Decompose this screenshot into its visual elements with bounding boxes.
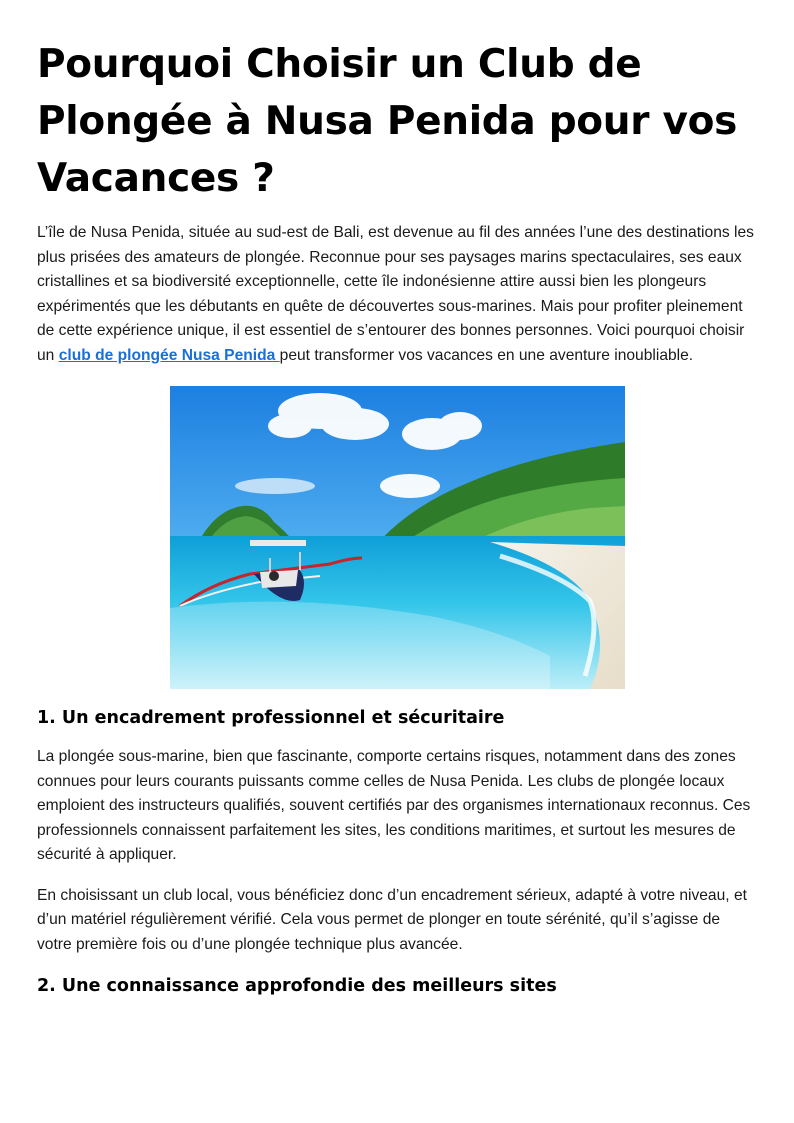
article <box>37 36 755 999</box>
dive-club-link[interactable]: club de plongée Nusa Penida <box>58 346 280 364</box>
beach-boat-photo <box>170 386 625 689</box>
section-1-paragraph-1: La plongée sous-marine, bien que fascinante, comporte certains risques, notamment dans des zones connues pour leurs courants puissants comme celles de Nusa Penida. Les clubs de plongée locaux emploient des instructeurs qualifiés, souvent certifiés par des organismes internationaux reconnus. Ces professionnels connaissent parfaitement les sites, les conditions maritimes, et surtout les mesures de sécurité à appliquer. <box>37 748 751 863</box>
section-1-heading: 1. Un encadrement professionnel et sécuritaire <box>37 708 505 728</box>
section-1-paragraph-2: En choisissant un club local, vous bénéficiez donc d’un encadrement sérieux, adapté à votre niveau, et d’un matériel régulièrement vérifié. Cela vous permet de plonger en toute sérénité, qu’il s’agisse de votre première fois ou d’une plongée technique plus avancée. <box>37 886 747 953</box>
section-2-heading: 2. Une connaissance approfondie des meilleurs sites <box>37 976 557 996</box>
intro-text-end: peut transformer vos vacances en une aventure inoubliable. <box>279 346 694 364</box>
article-title: Pourquoi Choisir un Club de Plongée à Nusa Penida pour vos Vacances ? <box>37 42 738 201</box>
intro-paragraph <box>37 221 755 368</box>
intro-text-start: L’île de Nusa Penida, située au sud-est de Bali, est devenue au fil des années l’une des destinations les plus prisées des amateurs de plongée. Reconnue pour ses paysages marins spectaculaires, ses eaux cristallines et sa biodiversité exceptionnelle, cette île indonésienne attire aussi bien les plongeurs expérimentés que les débutants en quête de découvertes sous-marines. Mais pour profiter pleinement de cette expérience unique, il est essentiel de s’entourer des bonnes personnes. Voici pourquoi choisir un <box>37 224 754 364</box>
